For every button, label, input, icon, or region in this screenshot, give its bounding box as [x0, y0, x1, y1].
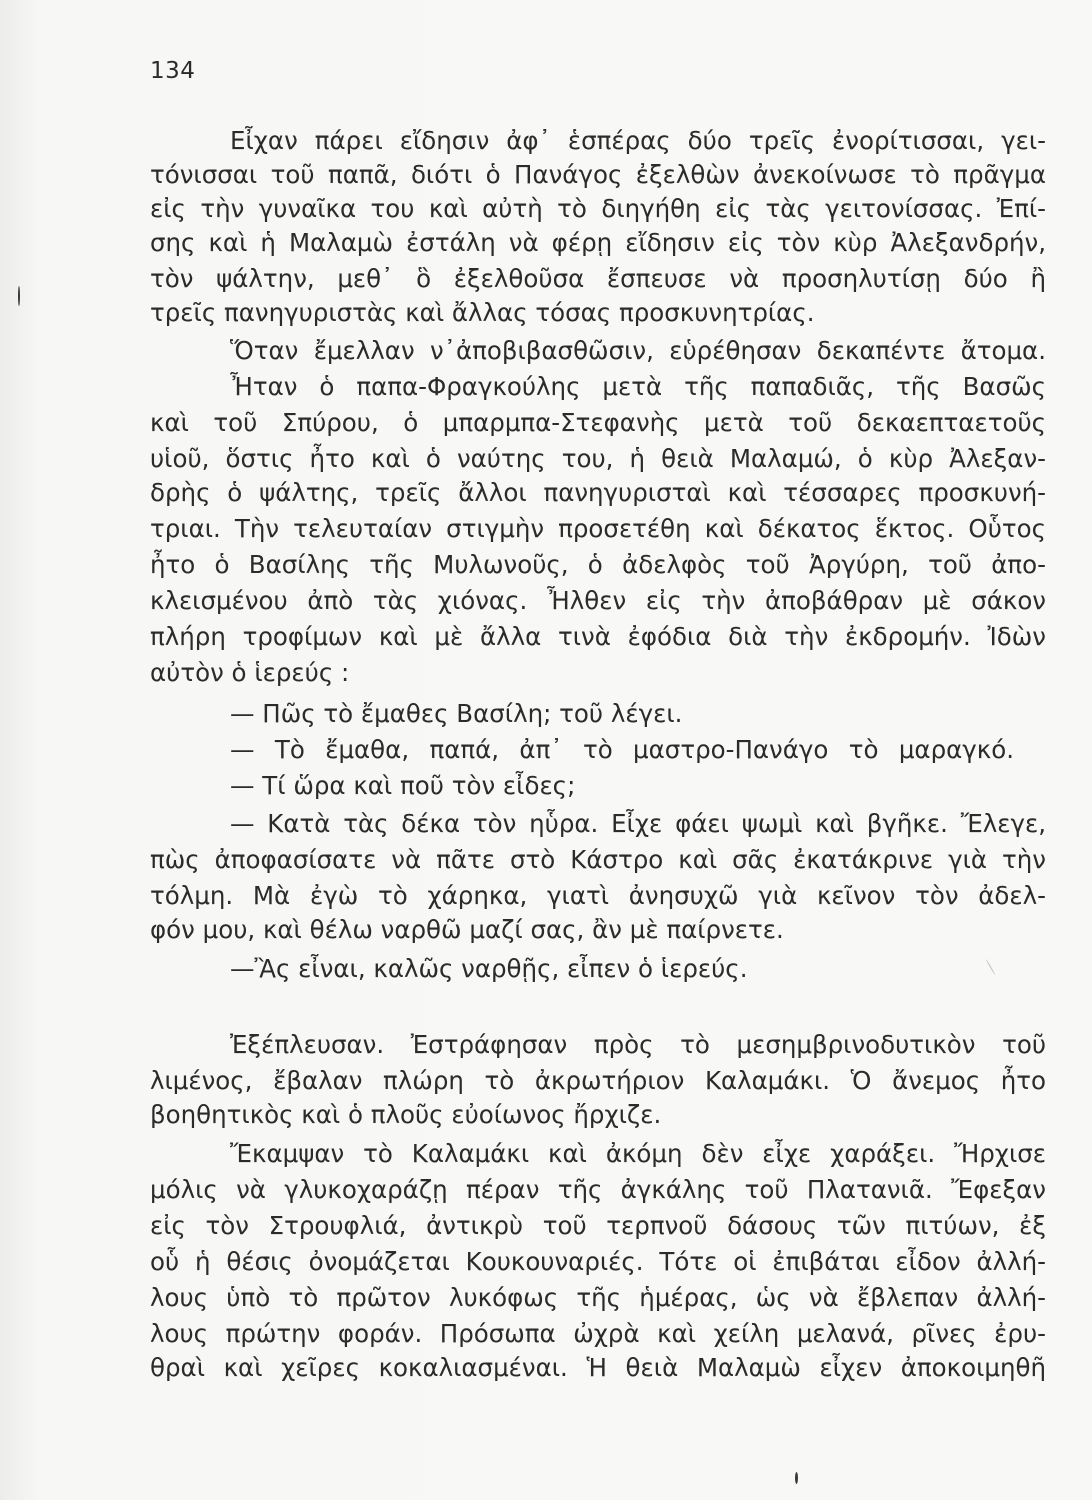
scan-mark	[795, 1472, 798, 1484]
text-line: τόνισσαι τοῦ παπᾶ, διότι ὁ Πανάγος ἐξελθὼν ἀνεκοίνωσε τὸ πρᾶγμα	[150, 160, 1046, 189]
text-line: αὐτὸν ὁ ἱερεύς :	[150, 658, 350, 687]
text-line: φόν μου, καὶ θέλω ναρθῶ μαζί σας, ἂν μὲ παίρνετε.	[150, 915, 784, 944]
text-line: τόλμη. Μὰ ἐγὼ τὸ χάρηκα, γιατὶ ἀνησυχῶ γιὰ κεῖνον τὸν ἀδελ-	[150, 881, 1046, 910]
text-line: τρεῖς πανηγυριστὰς καὶ ἄλλας τόσας προσκυνητρίας.	[150, 298, 815, 327]
text-line: Ὅταν ἔμελλαν ν᾽ἀποβιβασθῶσιν, εὑρέθησαν δεκαπέντε ἄτομα.	[230, 336, 1046, 365]
text-line: σης καὶ ἡ Μαλαμὼ ἐστάλη νὰ φέρῃ εἴδησιν εἰς τὸν κὺρ Ἀλεξανδρήν,	[150, 228, 1046, 257]
text-line: κλεισμένου ἀπὸ τὰς χιόνας. Ἦλθεν εἰς τὴν ἀποβάθραν μὲ σάκον	[150, 586, 1046, 615]
text-line: τὸν ψάλτην, μεθ᾽ ὃ ἐξελθοῦσα ἔσπευσε νὰ προσηλυτίσῃ δύο ἢ	[150, 264, 1046, 293]
page-number: 134	[150, 58, 196, 84]
text-line: υἱοῦ, ὅστις ἦτο καὶ ὁ ναύτης του, ἡ θειὰ Μαλαμώ, ὁ κὺρ Ἀλεξαν-	[150, 444, 1046, 473]
text-line: λιμένος, ἔβαλαν πλώρη τὸ ἀκρωτήριον Καλαμάκι. Ὁ ἄνεμος ἦτο	[150, 1066, 1046, 1095]
text-line: Ἦταν ὁ παπα-Φραγκούλης μετὰ τῆς παπαδιᾶς, τῆς Βασῶς	[230, 372, 1046, 401]
text-line: τριαι. Τὴν τελευταίαν στιγμὴν προσετέθη καὶ δέκατος ἕκτος. Οὗτος	[150, 514, 1046, 543]
dialogue-line: — Κατὰ τὰς δέκα τὸν ηὗρα. Εἶχε φάει ψωμὶ καὶ βγῆκε. Ἔλεγε,	[230, 809, 1046, 838]
text-line: βοηθητικὸς καὶ ὁ πλοῦς εὐοίωνος ἤρχιζε.	[150, 1100, 662, 1129]
text-line: θραὶ καὶ χεῖρες κοκαλιασμέναι. Ἡ θειὰ Μαλαμὼ εἶχεν ἀποκοιμηθῆ	[150, 1353, 1046, 1382]
scan-mark	[18, 286, 20, 306]
text-line: οὗ ἡ θέσις ὀνομάζεται Κουκουναριές. Τότε οἱ ἐπιβάται εἶδον ἀλλή-	[150, 1247, 1046, 1276]
text-line: λους πρώτην φοράν. Πρόσωπα ὠχρὰ καὶ χείλη μελανά, ρῖνες ἐρυ-	[150, 1319, 1046, 1348]
text-line: ἦτο ὁ Βασίλης τῆς Μυλωνοῦς, ὁ ἀδελφὸς τοῦ Ἀργύρη, τοῦ ἀπο-	[150, 550, 1046, 579]
text-line: μόλις νὰ γλυκοχαράζῃ πέραν τῆς ἀγκάλης τοῦ Πλατανιᾶ. Ἔφεξαν	[150, 1175, 1046, 1204]
text-line: πλήρη τροφίμων καὶ μὲ ἄλλα τινὰ ἐφόδια διὰ τὴν ἐκδρομήν. Ἰδὼν	[150, 622, 1046, 651]
text-line: δρὴς ὁ ψάλτης, τρεῖς ἄλλοι πανηγυρισταὶ καὶ τέσσαρες προσκυνή-	[150, 478, 1046, 507]
text-line: εἰς τὴν γυναῖκα του καὶ αὐτὴ τὸ διηγήθη εἰς τὰς γειτονίσσας. Ἐπί-	[150, 194, 1046, 223]
text-line: καὶ τοῦ Σπύρου, ὁ μπαρμπα-Στεφανὴς μετὰ τοῦ δεκαεπταετοῦς	[150, 408, 1046, 437]
dialogue-line: — Τὸ ἔμαθα, παπά, ἀπ᾽ τὸ μαστρο-Πανάγο τὸ μαραγκό.	[230, 735, 1014, 764]
dialogue-line: —Ἂς εἶναι, καλῶς ναρθῇς, εἶπεν ὁ ἱερεύς.	[230, 954, 748, 983]
text-line: λους ὑπὸ τὸ πρῶτον λυκόφως τῆς ἡμέρας, ὡς νὰ ἔβλεπαν ἀλλή-	[150, 1283, 1046, 1312]
text-line: Ἐξέπλευσαν. Ἐστράφησαν πρὸς τὸ μεσημβρινοδυτικὸν τοῦ	[230, 1030, 1046, 1059]
text-line: Εἶχαν πάρει εἴδησιν ἀφ᾽ ἑσπέρας δύο τρεῖς ἐνορίτισσαι, γει-	[230, 126, 1046, 155]
text-line: Ἔκαμψαν τὸ Καλαμάκι καὶ ἀκόμη δὲν εἶχε χαράξει. Ἤρχισε	[230, 1139, 1046, 1168]
dialogue-line: — Τί ὥρα καὶ ποῦ τὸν εἶδες;	[230, 771, 576, 800]
text-line: εἰς τὸν Στρουφλιά, ἀντικρὺ τοῦ τερπνοῦ δάσους τῶν πιτύων, ἐξ	[150, 1211, 1046, 1240]
text-line: πὼς ἀποφασίσατε νὰ πᾶτε στὸ Κάστρο καὶ σᾶς ἐκατάκρινε γιὰ τὴν	[150, 845, 1046, 874]
dialogue-line: — Πῶς τὸ ἔμαθες Βασίλη; τοῦ λέγει.	[230, 699, 683, 728]
